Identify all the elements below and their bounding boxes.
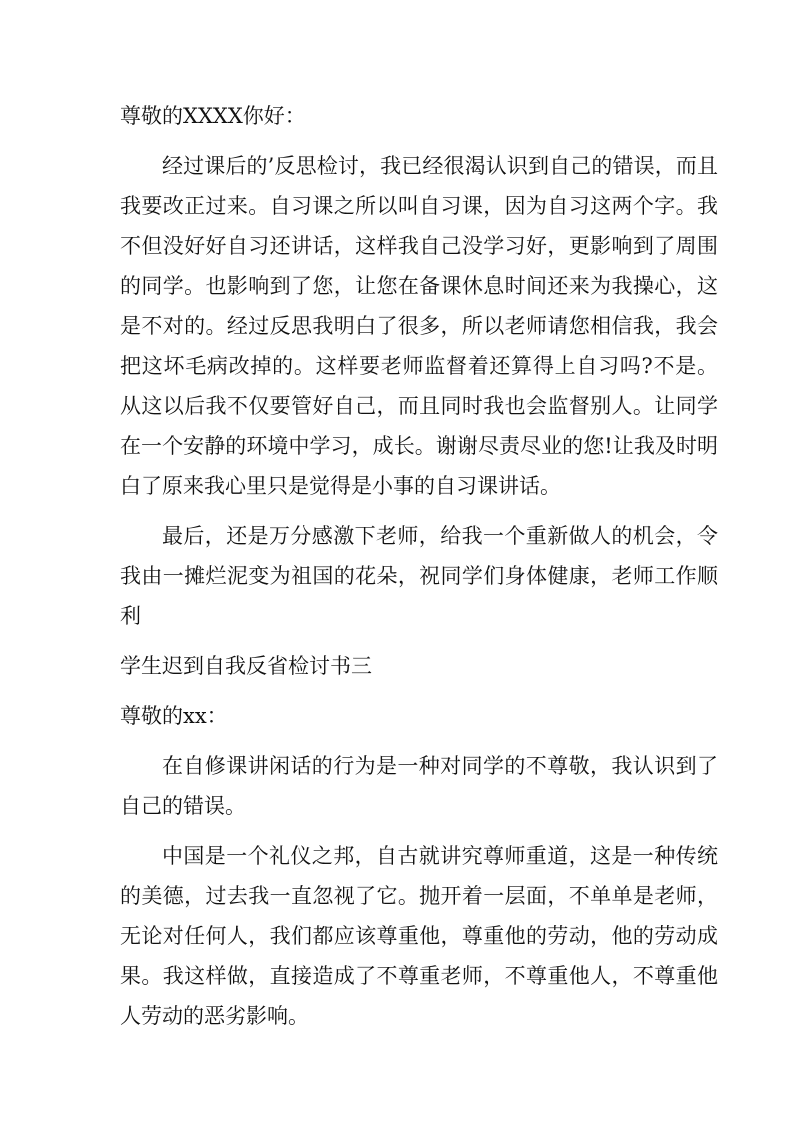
paragraph-3: 在自修课讲闲话的行为是一种对同学的不尊敬，我认识到了自己的错误。 [120,754,718,818]
section-title: 学生迟到自我反省检讨书三 [120,654,372,678]
paragraph-4: 中国是一个礼仪之邦，自古就讲究尊师重道，这是一种传统的美德，过去我一直忽视了它。抛开着一层面，不单单是老师，无论对任何人，我们都应该尊重他，尊重他的劳动，他的劳动成果。我这样做，直接造成了不尊重老师，不尊重他人，不尊重他人劳动的恶劣影响。 [120,844,718,1028]
paragraph-2: 最后，还是万分感激下老师，给我一个重新做人的机会，令我由一摊烂泥变为祖国的花朵，祝同学们身体健康，老师工作顺利 [120,524,718,628]
document-body [120,96,718,1046]
greeting-1: 尊敬的XXXX你好： [120,104,306,128]
greeting-2: 尊敬的xx： [120,704,228,728]
paragraph-1: 经过课后的’反思检讨，我已经很渴认识到自己的错误，而且我要改正过来。自习课之所以叫自习课，因为自习这两个字。我不但没好好自习还讲话，这样我自己没学习好，更影响到了周围的同学。也影响到了您，让您在备课休息时间还来为我操心，这是不对的。经过反思我明白了很多，所以老师请您相信我，我会把这坏毛病改掉的。这样要老师监督着还算得上自习吗?不是。从这以后我不仅要管好自己，而且同时我也会监督别人。让同学在一个安静的环境中学习，成长。谢谢尽责尽业的您!让我及时明白了原来我心里只是觉得是小事的自习课讲话。 [120,154,718,498]
